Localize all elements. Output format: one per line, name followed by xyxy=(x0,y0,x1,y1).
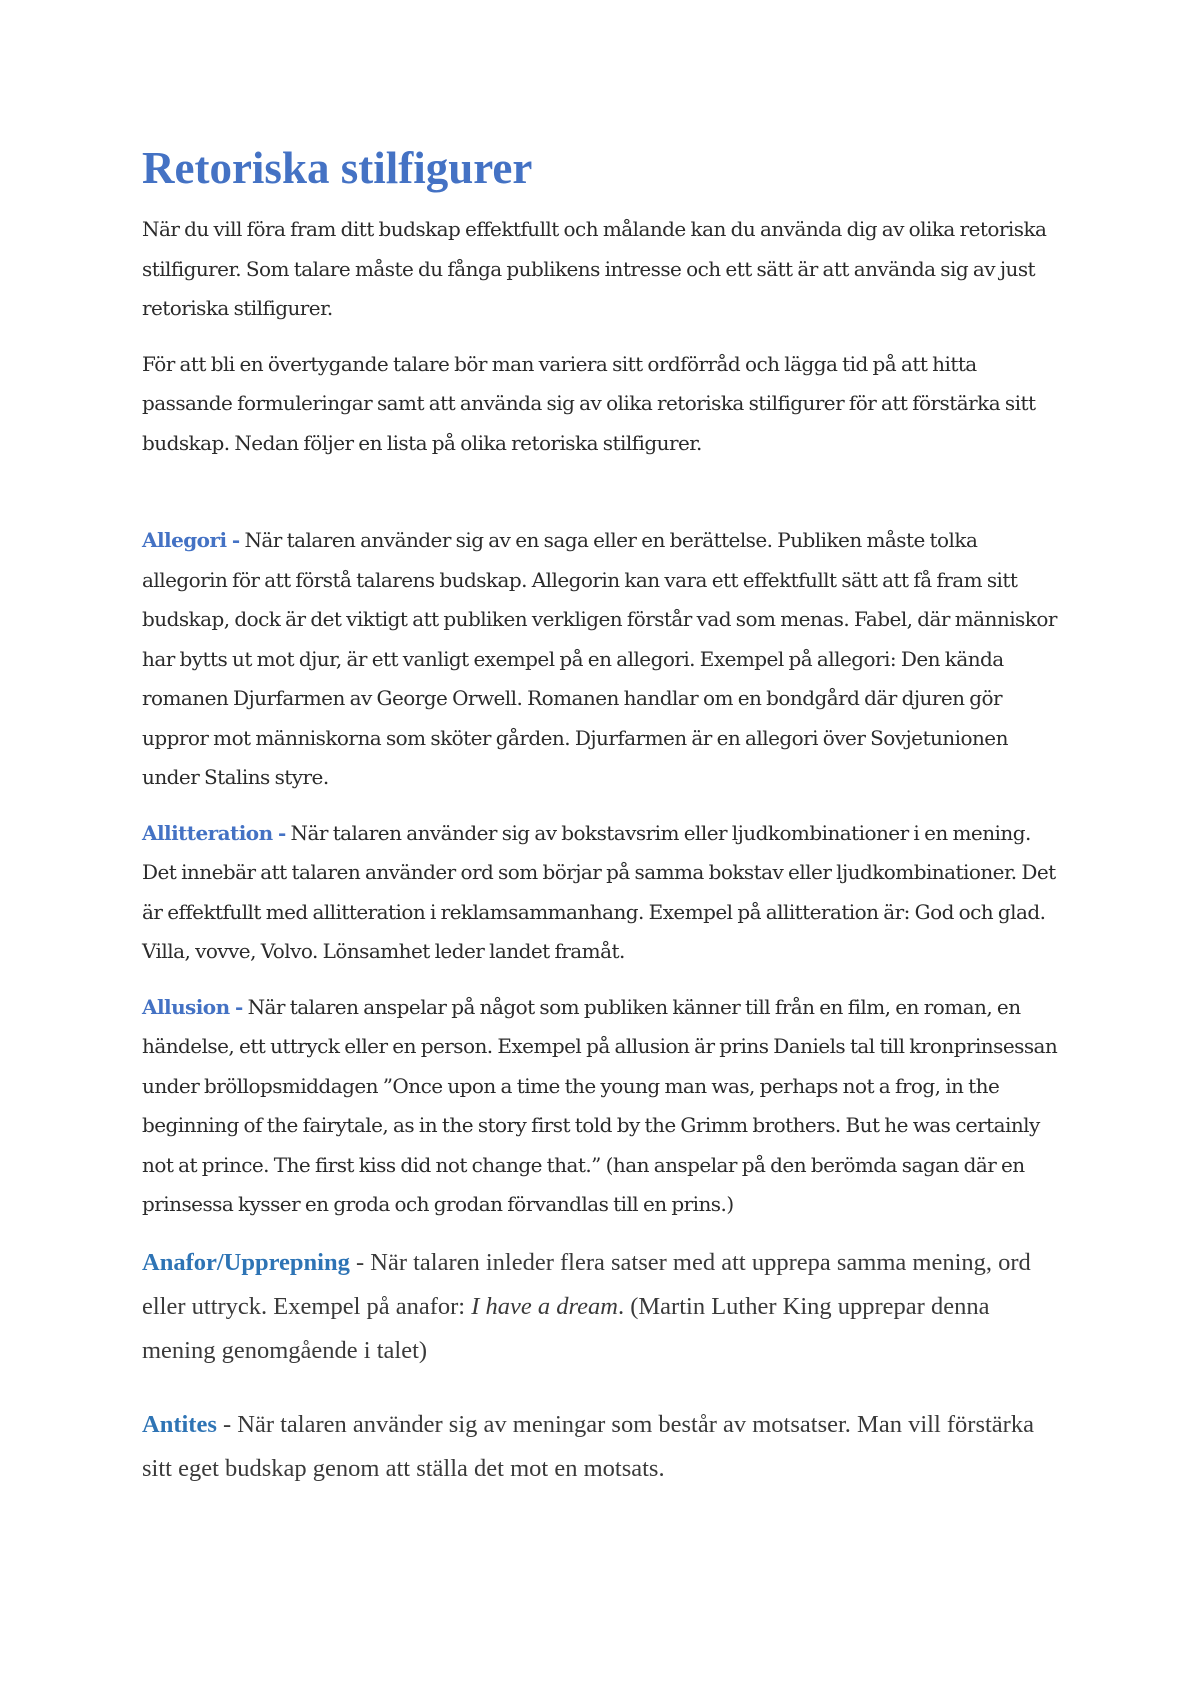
term-heading: Allitteration - xyxy=(142,820,286,845)
page-title: Retoriska stilfigurer xyxy=(142,143,533,193)
term-heading: Anafor/Upprepning xyxy=(142,1248,350,1276)
entry-allusion xyxy=(142,988,1062,1225)
entry-allegori xyxy=(142,521,1062,798)
term-definition: När talaren anspelar på något som publiken känner till från en film, en roman, en händelse, ett uttryck eller en person. Exempel på allusion är prins Daniels tal till kronprinsessan under bröllopsmiddagen ”Once upon a time the young man was, perhaps not a frog, in the beginning of the fairytale, as in the story first told by the Grimm brothers. But he was certainly not at prince. The first kiss did not change that.” (han anspelar på den berömda sagan där en prinsessa kysser en groda och grodan förvandlas till en prins.) xyxy=(142,994,1058,1216)
entry-anafor xyxy=(142,1241,1062,1373)
intro-paragraph: För att bli en övertygande talare bör man variera sitt ordförråd och lägga tid på att hitta passande formuleringar samt att använda sig av olika retoriska stilfigurer för att förstärka sitt budskap. Nedan följer en lista på olika retoriska stilfigurer. xyxy=(142,351,1036,455)
term-definition: - När talaren inleder flera satser med att upprepa samma mening, ord eller uttryck. Exempel på anafor: xyxy=(142,1248,1031,1320)
term-heading: Allusion - xyxy=(142,994,243,1019)
term-definition: . (Martin Luther King upprepar denna mening genomgående i talet) xyxy=(142,1292,990,1364)
document-body xyxy=(142,140,1062,1491)
intro-paragraph: När du vill föra fram ditt budskap effektfullt och målande kan du använda dig av olika retoriska stilfigurer. Som talare måste du fånga publikens intresse och ett sätt är att använda sig av just retoriska stilfigurer. xyxy=(142,217,1047,320)
term-heading: Allegori - xyxy=(142,528,240,552)
term-heading: Antites xyxy=(142,1410,217,1438)
term-definition: - När talaren använder sig av meningar som består av motsatser. Man vill förstärka sitt eget budskap genom att ställa det mot en motsats. xyxy=(142,1410,1034,1482)
term-definition: När talaren använder sig av en saga eller en berättelse. Publiken måste tolka allegorin för att förstå talarens budskap. Allegorin kan vara ett effektfullt sätt att få fram sitt budskap, dock är det viktigt att publiken verkligen förstår vad som menas. Fabel, där människor har bytts ut mot djur, är ett vanligt exempel på en allegori. Exempel på allegori: Den kända romanen Djurfarmen av George Orwell. Romanen handlar om en bondgård där djuren gör uppror mot människorna som sköter gården. Djurfarmen är en allegori över Sovjetunionen under Stalins styre. xyxy=(142,528,1057,789)
term-definition: När talaren använder sig av bokstavsrim eller ljudkombinationer i en mening. Det innebär att talaren använder ord som börjar på samma bokstav eller ljudkombinationer. Det är effektfullt med allitteration i reklamsammanhang. Exempel på allitteration är: God och glad. Villa, vovve, Volvo. Lönsamhet leder landet framåt. xyxy=(142,820,1056,963)
term-example: I have a dream xyxy=(471,1292,618,1320)
entry-allitteration xyxy=(142,814,1062,972)
entry-antites xyxy=(142,1403,1062,1491)
